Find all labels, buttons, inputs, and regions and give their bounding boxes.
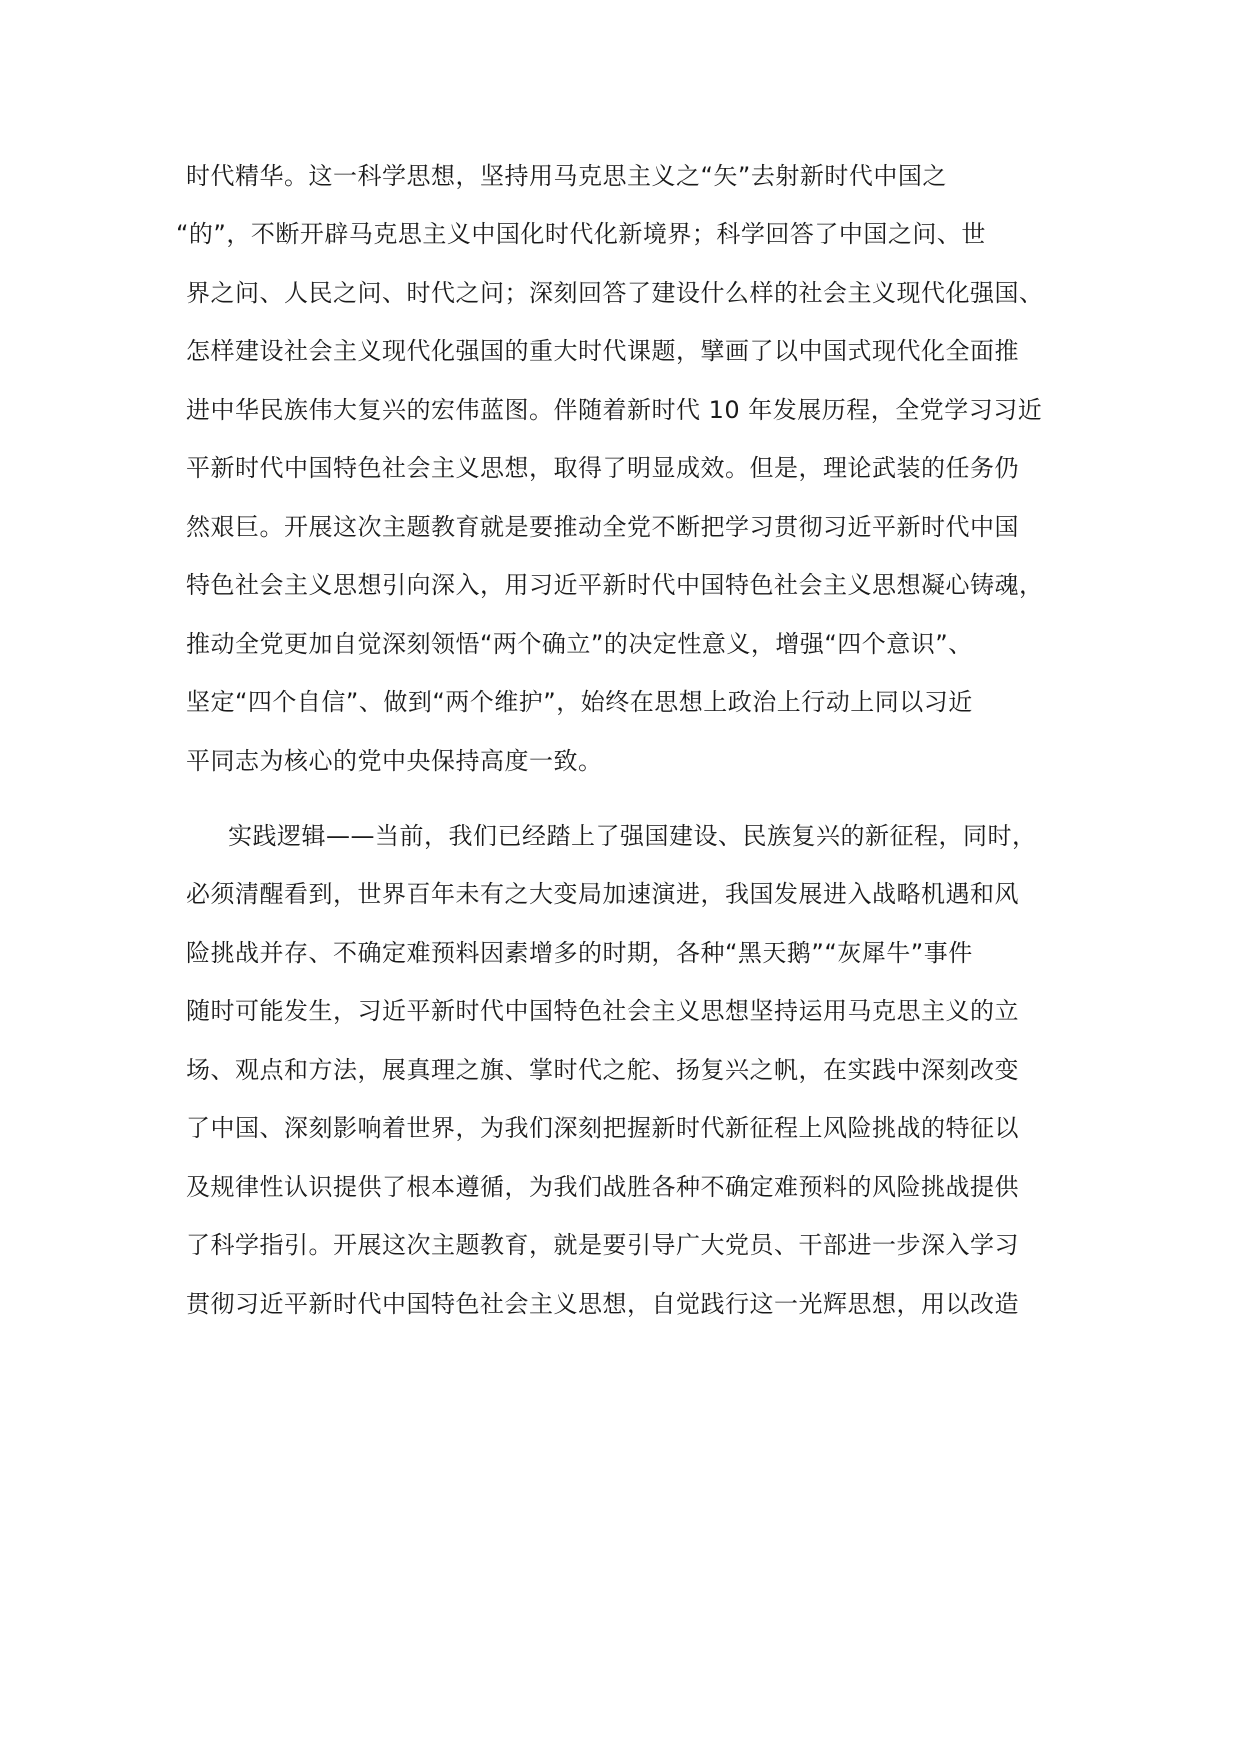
paragraph-line: 坚定“四个自信”、做到“两个维护”，始终在思想上政治上行动上同以习近	[186, 688, 973, 716]
paragraph-line: 时代精华。这一科学思想，坚持用马克思主义之“矢”去射新时代中国之	[186, 162, 947, 190]
paragraph-line: 进中华民族伟大复兴的宏伟蓝图。伴随着新时代 10 年发展历程，全党学习习近	[186, 396, 1043, 424]
paragraph-line: 及规律性认识提供了根本遵循，为我们战胜各种不确定难预料的风险挑战提供	[186, 1173, 1019, 1201]
paragraph-line: 必须清醒看到，世界百年未有之大变局加速演进，我国发展进入战略机遇和风	[186, 880, 1019, 908]
paragraph-line: 推动全党更加自觉深刻领悟“两个确立”的决定性意义，增强“四个意识”、	[186, 630, 973, 658]
paragraph-line: 怎样建设社会主义现代化强国的重大时代课题，擘画了以中国式现代化全面推	[186, 337, 1019, 365]
paragraph-line: 界之问、人民之问、时代之问；深刻回答了建设什么样的社会主义现代化强国、	[186, 279, 1044, 307]
paragraph-line: 了中国、深刻影响着世界，为我们深刻把握新时代新征程上风险挑战的特征以	[186, 1114, 1019, 1142]
paragraph-line: 随时可能发生，习近平新时代中国特色社会主义思想坚持运用马克思主义的立	[186, 997, 1019, 1025]
paragraph-line: 平同志为核心的党中央保持高度一致。	[186, 747, 603, 775]
paragraph-line: 贯彻习近平新时代中国特色社会主义思想，自觉践行这一光辉思想，用以改造	[186, 1290, 1019, 1318]
paragraph-line: 平新时代中国特色社会主义思想，取得了明显成效。但是，理论武装的任务仍	[186, 454, 1019, 482]
paragraph-line: 实践逻辑——当前，我们已经踏上了强国建设、民族复兴的新征程，同时，	[228, 822, 1037, 850]
paragraph-line: 场、观点和方法，展真理之旗、掌时代之舵、扬复兴之帆，在实践中深刻改变	[186, 1056, 1019, 1084]
paragraph-line: 然艰巨。开展这次主题教育就是要推动全党不断把学习贯彻习近平新时代中国	[186, 513, 1019, 541]
paragraph-line: 险挑战并存、不确定难预料因素增多的时期，各种“黑天鹅”“灰犀牛”事件	[186, 939, 973, 967]
paragraph-line: “的”，不断开辟马克思主义中国化时代化新境界；科学回答了中国之问、世	[176, 220, 986, 248]
paragraph-line: 特色社会主义思想引向深入，用习近平新时代中国特色社会主义思想凝心铸魂，	[186, 571, 1044, 599]
paragraph-line: 了科学指引。开展这次主题教育，就是要引导广大党员、干部进一步深入学习	[186, 1231, 1019, 1259]
